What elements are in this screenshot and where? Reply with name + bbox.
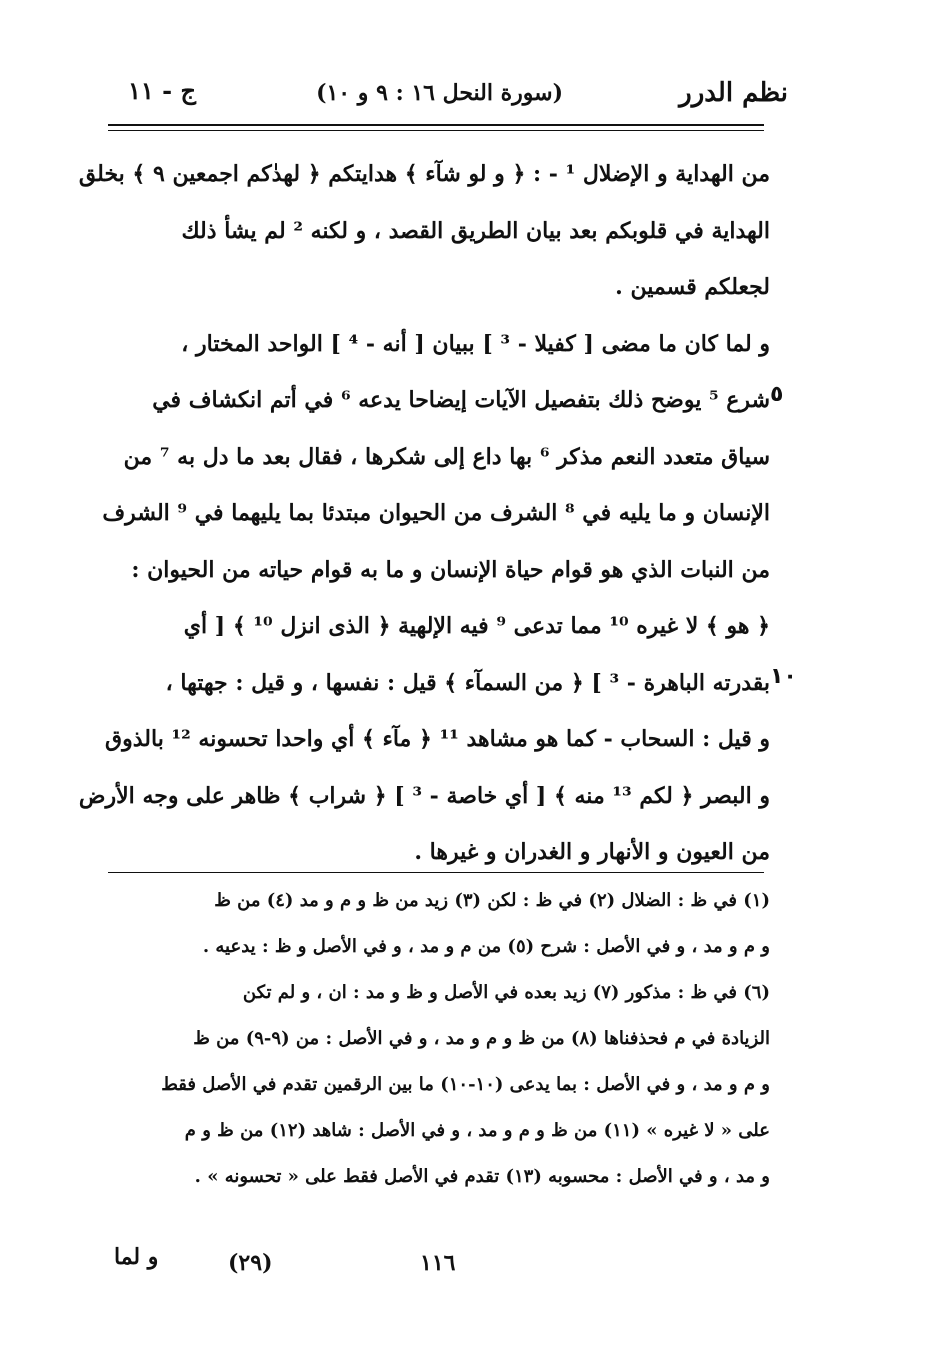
text-line: من الهداية و الإضلال ¹ - : ﴿ و لو شآء ﴾ هدايتكم ﴿ لهدٰكم اجمعين ۹ ﴾ بخلق bbox=[78, 161, 770, 187]
text-line: الهداية في قلوبكم بعد بيان الطريق القصد ، و لكنه ² لم يشأ ذلك bbox=[181, 217, 770, 244]
header-rule-thin bbox=[108, 130, 764, 131]
text-line: من النبات الذي هو قوام حياة الإنسان و ما به قوام حياته من الحيوان : bbox=[131, 556, 770, 583]
text-line: الإنسان و ما يليه في ⁸ الشرف من الحيوان مبتدئا بما يليهما في ⁹ الشرف bbox=[102, 500, 770, 526]
footnote-line: و م و مد ، و في الأصل : بما يدعى (١٠-١٠) ما بين الرقمين تقدم في الأصل فقط bbox=[161, 1074, 770, 1095]
surah-reference: (سورة النحل ١٦ : ٩ و ١٠) bbox=[316, 80, 563, 106]
text-line: سياق متعدد النعم مذكر ⁶ بها داع إلى شكرها ، فقال بعد ما دل به ⁷ من bbox=[123, 443, 770, 470]
page-footer bbox=[108, 1244, 764, 1284]
footnote-line: على « لا غيره » (١١) من ظ و م و مد ، و في الأصل : شاهد (١٢) من ظ و م bbox=[184, 1120, 770, 1141]
signature-mark: (٢٩) bbox=[228, 1250, 273, 1276]
text-line: شرع ⁵ يوضح ذلك بتفصيل الآيات إيضاحا يدعه ⁶ في أتم انكشاف في bbox=[152, 387, 770, 413]
line-number-5: ٥ bbox=[770, 382, 784, 407]
text-line: لجعلكم قسمين . bbox=[615, 274, 770, 300]
text-line: و البصر ﴿ لكم ¹³ منه ﴾ [ أي خاصة - ³ ] ﴿ شراب ﴾ ظاهر على وجه الأرض bbox=[78, 782, 770, 809]
footnote-rule bbox=[108, 872, 764, 873]
text-line: و لما كان ما مضى [ كفيلا - ³ ] ببيان [ أنه - ⁴ ] الواحد المختار ، bbox=[181, 330, 770, 357]
catchword: و لما bbox=[114, 1244, 159, 1270]
volume-number: ج - ١١ bbox=[128, 76, 196, 105]
footnote-line: الزيادة في م فحذفناها (٨) من ظ و م و مد ، و في الأصل : من (٩-٩) من ظ bbox=[193, 1028, 770, 1049]
footnote-line: (٦) في ظ : مذكور (٧) زيد بعده في الأصل و ظ و مد : ان ، و لم تكن bbox=[242, 982, 770, 1003]
page-number: ١١٦ bbox=[420, 1250, 456, 1276]
footnotes bbox=[100, 878, 770, 1200]
footnote-line: (١) في ظ : الضلال (٢) في ظ : لكن (٣) زيد من ظ و م و مد (٤) من ظ bbox=[214, 890, 770, 911]
header-rule bbox=[108, 124, 764, 126]
main-text bbox=[78, 146, 770, 881]
book-title: نظم الدرر bbox=[679, 78, 788, 108]
text-line: و قيل : السحاب - كما هو مشاهد ¹¹ ﴿ مآء ﴾ أي واحدا تحسونه ¹² بالذوق bbox=[105, 726, 770, 752]
text-line: ﴿ هو ﴾ لا غيره ¹⁰ مما تدعى ⁹ فيه الإلهية ﴿ الذى انزل ¹⁰ ﴾ [ أي bbox=[183, 613, 770, 639]
footnote-line: و م و مد ، و في الأصل : شرح (٥) من م و مد ، و في الأصل و ظ : يدعيه . bbox=[202, 936, 770, 957]
text-line: من العيون و الأنهار و الغدران و غيرها . bbox=[414, 839, 770, 865]
footnote-line: و مد ، و في الأصل : محسوبه (١٣) تقدم في الأصل فقط على « تحسونه » . bbox=[194, 1166, 770, 1187]
line-number-10: ١٠ bbox=[770, 664, 797, 689]
text-line: بقدرته الباهرة - ³ ] ﴿ من السمآء ﴾ قيل : نفسها ، و قيل : جهتها ، bbox=[165, 669, 770, 696]
page-header bbox=[108, 70, 788, 120]
